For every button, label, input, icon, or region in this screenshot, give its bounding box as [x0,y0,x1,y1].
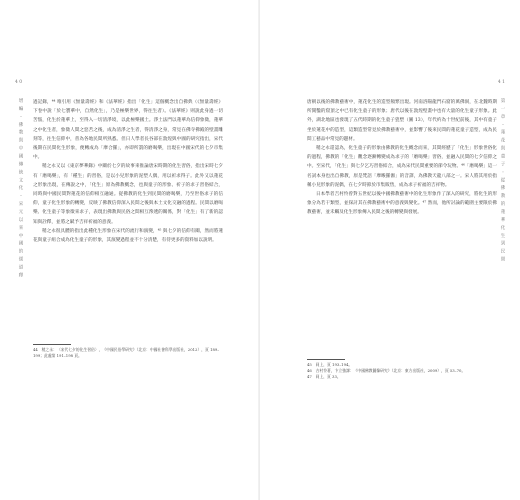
paragraph: 唐朝以後的佛教藝術中，蓮花化生的造型頻繁出現。河南洛陽龍門石窟的萬佛洞，在北魏時期所開鑿的窟頂之中已有化生童子的形象；唐代以後在敦煌壁畫中也有大量的化生童子形象。此外，湖北地區也發現了五代時期的化生童子瓷塑（圖 13），年代約為十世紀前後，其中有童子坐於蓮花中的造型，這類造型常見於佛教藝術中，並影響了後來民間的蓮花童子造型，成為民間工藝品中常見的題材。 [307,100,497,142]
page-number: 4 1 [497,80,505,85]
paragraph: 稍之永很具體的指出此種化生形象在宋代的流行和演變，⁴⁵ 與七夕的信仰有關，然而將蓮花與童子組合成為化生童子的形象，其演變過程並不十分清楚，有待更多的資料加以說明。 [33,228,223,244]
page-number: 4 0 [15,80,23,85]
paragraph: 過記錄，⁴⁴ 唯引用《無量壽經》和《法華經》指出「化生」這個概念出自佛典（《無量壽經》下卷中說「於七寶華中，自然化生」，乃是極樂世界，得往生者）。《法華經》則說此身過一切苦惱，化生於蓮華上，至得入一切清淨境，以此極樂國土。淨土法門以蓮華為信仰象徵，蓮華之中化生者，象徵人間之惡苦之後，成為清淨之生者，得清淨之身，常見在佛寺佛殿的壁畫雕刻等，往生信仰中，普為各地民間所熟悉。但日人學者長谷部在敦煌與中國的研究指出，宋代後期在民間化生形象，便轉成為「摩合羅」，亦即所謂的磨喝樂，出現在中國宋代的七夕市集中。 [33,100,223,161]
running-head: 第 一 章 ・ 蓮 花 與 童 子 ・ 從 佛 教 的 蓮 華 化 生 到 民 間 [500,98,505,263]
right-page [260,0,520,500]
footnote: 44 稍之永：〈宋代七夕的化生習俗〉，《中國民俗學研究》（北京：中國社會科學出版社，2012），頁 189–199；此處第 191–198 頁。 [33,347,220,358]
paragraph: 日本學者吉村怜曾對五世紀以後中國佛教藝術中的化生形象作了深入的研究，將化生的形象分為若干類型，並探討其在佛教藝術中的意義與變化。⁴⁷ 然而，他所討論的範圍主要限於佛教藝術，並未觸及化生形象傳入民間之後的轉變與發展。 [307,192,497,216]
paragraph: 稍之永又以《東京夢華錄》中關於七夕的故事來推論唐宋時期的化生習俗，指出宋時七夕有「磨喝樂」，有「種生」的習俗，是以小兒形象的泥塑人偶，用以祈求得子。此外又以蓮花之形象出現，在傳說之中，「化生」原為佛教概念，也與童子的形象、祈子的求子習俗結合，同時與中國民間對蓮花的信仰相互融通。從佛教的化生到民間的磨喝樂，乃至世俗求子的信仰，童子化生形象的轉變，反映了佛教信仰深入民間之後與本土文化交融的過程。民間以磨喝樂、化生童子等象徵來求子，表現出佛教與民俗之間相互滲透的關係，對「化生」有了新的認知與詮釋，並將之賦予吉祥祈福的意義。 [33,164,223,225]
body-text [33,98,223,245]
footnote-rule [33,344,71,345]
footnote: 45 同上，頁 193–194。 [307,362,353,367]
footnotes [33,347,223,359]
footnote: 46 吉村怜著，卞立強譯：《中國佛教圖像研究》（北京：東方出版社，2009），頁 53–70。 [307,368,466,373]
footnote-rule [307,359,345,360]
running-head: 增 編 ・ 佛 教 與 中 國 傳 統 文 化 ・ 宋 元 以 來 中 國 的 儒 道 釋 [18,98,23,278]
footnotes [307,362,497,380]
footnote: 47 同上，頁 33。 [307,374,341,379]
paragraph: 稍之永還認為，化生童子的形象由佛教的化生概念而來，其間經歷了「化生」形象世俗化的過程，佛教的「化生」觀念逐漸轉變成為求子的「磨喝樂」習俗，並融入民間的七夕信仰之中。至宋代，「化生」與七夕乞巧習俗結合，成為宋代民間重要的節令玩物。⁴⁶「磨喝樂」這一名詞本身也出自佛教，原是梵語「摩睺羅伽」的音譯，為佛教天龍八部之一。宋人將其用於指稱小兒形象的泥偶，在七夕時節於市集販售，成為求子祈福的吉祥物。 [307,146,497,188]
body-text [307,98,497,218]
